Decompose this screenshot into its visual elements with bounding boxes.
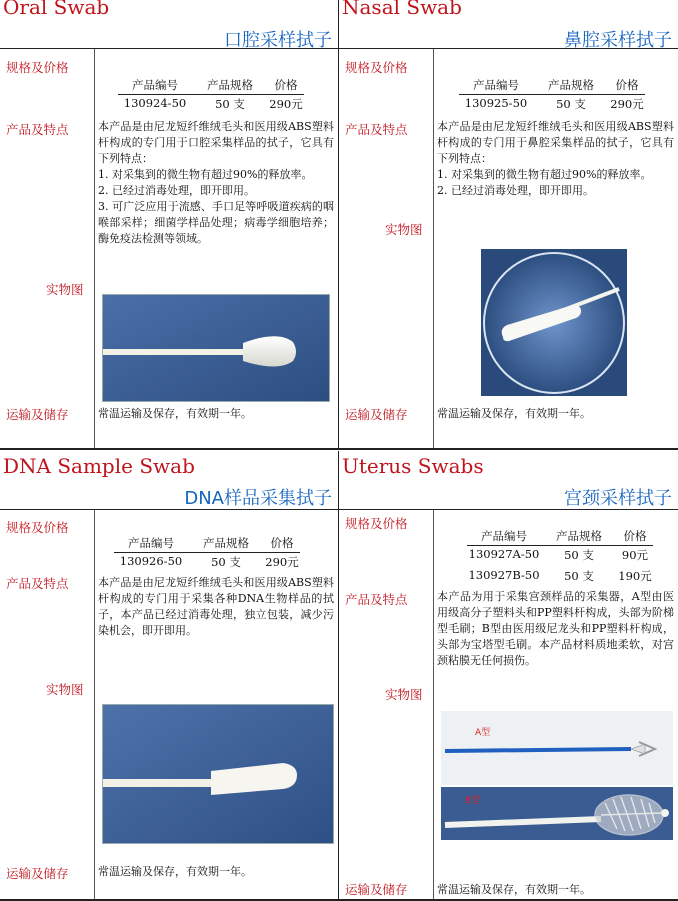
header-price: 价格 bbox=[274, 78, 298, 92]
header-code: 产品编号 bbox=[481, 529, 527, 543]
desc-point: 1. 对采集到的微生物有超过90%的释放率。 bbox=[437, 168, 652, 181]
panel-uterus-swabs bbox=[339, 451, 678, 901]
features-label: 产品及特点 bbox=[345, 592, 408, 607]
table-row bbox=[459, 94, 645, 112]
desc-point: 2. 已经过消毒处理，即开即用。 bbox=[437, 184, 594, 197]
cell-spec: 50 支 bbox=[564, 548, 594, 562]
title-en: Uterus Swabs bbox=[342, 454, 484, 478]
spec-table bbox=[118, 77, 304, 112]
panel-dna-sample-swab bbox=[0, 451, 339, 901]
title-cn: 宫颈采样拭子 bbox=[564, 488, 672, 509]
desc-intro: 本产品是由尼龙短纤维绒毛头和医用级ABS塑料杆构成的专门用于采集各种DNA生物样品的拭子，本产品已经过消毒处理，独立包装，减少污染机会，即开即用。 bbox=[98, 576, 334, 637]
table-row bbox=[114, 552, 300, 570]
cell-spec: 50 支 bbox=[211, 555, 241, 569]
description bbox=[98, 119, 334, 247]
cell-code: 130926-50 bbox=[119, 554, 183, 568]
type-a-label: A型 bbox=[475, 728, 491, 738]
spec-header-row bbox=[467, 528, 653, 545]
dna-swab-image bbox=[103, 705, 334, 844]
features-label: 产品及特点 bbox=[345, 122, 408, 137]
photo-label: 实物图 bbox=[385, 687, 423, 702]
spec-table bbox=[467, 528, 653, 584]
label-column bbox=[339, 49, 434, 448]
cell-code: 130925-50 bbox=[464, 96, 528, 110]
spec-price-label: 规格及价格 bbox=[345, 60, 408, 75]
description bbox=[437, 119, 674, 199]
cell-spec: 50 支 bbox=[564, 569, 594, 583]
spec-header-row bbox=[114, 535, 300, 552]
desc-point: 2. 已经过消毒处理，即开即用。 bbox=[98, 184, 255, 197]
spec-price-label: 规格及价格 bbox=[345, 516, 408, 531]
product-photo bbox=[481, 249, 627, 396]
storage-label: 运输及储存 bbox=[345, 407, 408, 422]
label-column bbox=[0, 510, 95, 899]
label-column bbox=[0, 49, 95, 448]
label-column bbox=[339, 510, 434, 899]
product-photo bbox=[102, 704, 334, 844]
header-price: 价格 bbox=[623, 529, 647, 543]
header-spec: 产品规格 bbox=[203, 536, 249, 550]
header-code: 产品编号 bbox=[132, 78, 178, 92]
storage-text: 常温运输及保存，有效期一年。 bbox=[437, 883, 591, 896]
spec-header-row bbox=[118, 77, 304, 94]
panel-nasal-swab bbox=[339, 0, 678, 450]
cell-code: 130927B-50 bbox=[468, 568, 540, 582]
storage-label: 运输及储存 bbox=[6, 407, 69, 422]
header-spec: 产品规格 bbox=[556, 529, 602, 543]
cell-spec: 50 支 bbox=[215, 97, 245, 111]
header-spec: 产品规格 bbox=[548, 78, 594, 92]
uterus-swab-image bbox=[441, 711, 673, 840]
spec-price-label: 规格及价格 bbox=[6, 60, 69, 75]
desc-point: 1. 对采集到的微生物有超过90%的释放率。 bbox=[98, 168, 313, 181]
title-en: Oral Swab bbox=[3, 0, 110, 19]
description bbox=[98, 575, 334, 639]
table-row bbox=[467, 563, 653, 584]
cell-price: 290元 bbox=[610, 97, 644, 111]
cell-code: 130927A-50 bbox=[468, 547, 540, 561]
spec-table bbox=[459, 77, 645, 112]
storage-text: 常温运输及保存，有效期一年。 bbox=[98, 865, 252, 878]
photo-label: 实物图 bbox=[385, 222, 423, 237]
storage-label: 运输及储存 bbox=[6, 866, 69, 881]
storage-text: 常温运输及保存，有效期一年。 bbox=[98, 407, 252, 420]
desc-intro: 本产品是由尼龙短纤维绒毛头和医用级ABS塑料杆构成的专门用于鼻腔采集样品的拭子，它具有下列特点： bbox=[437, 120, 674, 165]
storage-text: 常温运输及保存，有效期一年。 bbox=[437, 407, 591, 420]
title-cn: 口腔采样拭子 bbox=[224, 30, 332, 51]
product-photo bbox=[102, 294, 330, 402]
desc-point: 3. 可广泛应用于流感、手口足等呼吸道疾病的咽喉部采样；细菌学样品处理；病毒学细胞培养；酶免疫法检测等领域。 bbox=[98, 200, 334, 245]
cell-price: 290元 bbox=[269, 97, 303, 111]
cell-spec: 50 支 bbox=[556, 97, 586, 111]
desc-intro: 本产品是由尼龙短纤维绒毛头和医用级ABS塑料杆构成的专门用于口腔采集样品的拭子，它具有下列特点： bbox=[98, 120, 334, 165]
oral-swab-image bbox=[103, 295, 330, 402]
product-photo bbox=[441, 711, 673, 840]
type-b-label: B型 bbox=[465, 796, 481, 806]
cell-price: 190元 bbox=[618, 569, 652, 583]
desc-intro: 本产品为用于采集宫颈样品的采集器，A型由医用级高分子塑料头和PP塑料杆构成，头部为阶梯型毛刷；B型由医用级尼龙头和PP塑料杆构成，头部为宝塔型毛刷。本产品材料质地柔软，对宫颈粘膜无任何损伤。 bbox=[437, 590, 674, 667]
title-en: Nasal Swab bbox=[342, 0, 462, 19]
photo-label: 实物图 bbox=[46, 682, 84, 697]
header-spec: 产品规格 bbox=[207, 78, 253, 92]
title-cn: 鼻腔采样拭子 bbox=[564, 30, 672, 51]
panel-oral-swab bbox=[0, 0, 339, 450]
title-en: DNA Sample Swab bbox=[3, 454, 195, 478]
spec-price-label: 规格及价格 bbox=[6, 520, 69, 535]
description bbox=[437, 589, 674, 669]
header-price: 价格 bbox=[615, 78, 639, 92]
spec-table bbox=[114, 535, 300, 570]
features-label: 产品及特点 bbox=[6, 122, 69, 137]
table-row bbox=[467, 545, 653, 563]
table-row bbox=[118, 94, 304, 112]
nasal-swab-image bbox=[481, 249, 627, 396]
header-code: 产品编号 bbox=[473, 78, 519, 92]
storage-label: 运输及储存 bbox=[345, 882, 408, 897]
header-price: 价格 bbox=[270, 536, 294, 550]
cell-code: 130924-50 bbox=[123, 96, 187, 110]
spec-header-row bbox=[459, 77, 645, 94]
cell-price: 290元 bbox=[265, 555, 299, 569]
header-code: 产品编号 bbox=[128, 536, 174, 550]
cell-price: 90元 bbox=[621, 548, 649, 562]
title-cn: DNA样品采集拭子 bbox=[184, 488, 332, 509]
features-label: 产品及特点 bbox=[6, 576, 69, 591]
photo-label: 实物图 bbox=[46, 282, 84, 297]
